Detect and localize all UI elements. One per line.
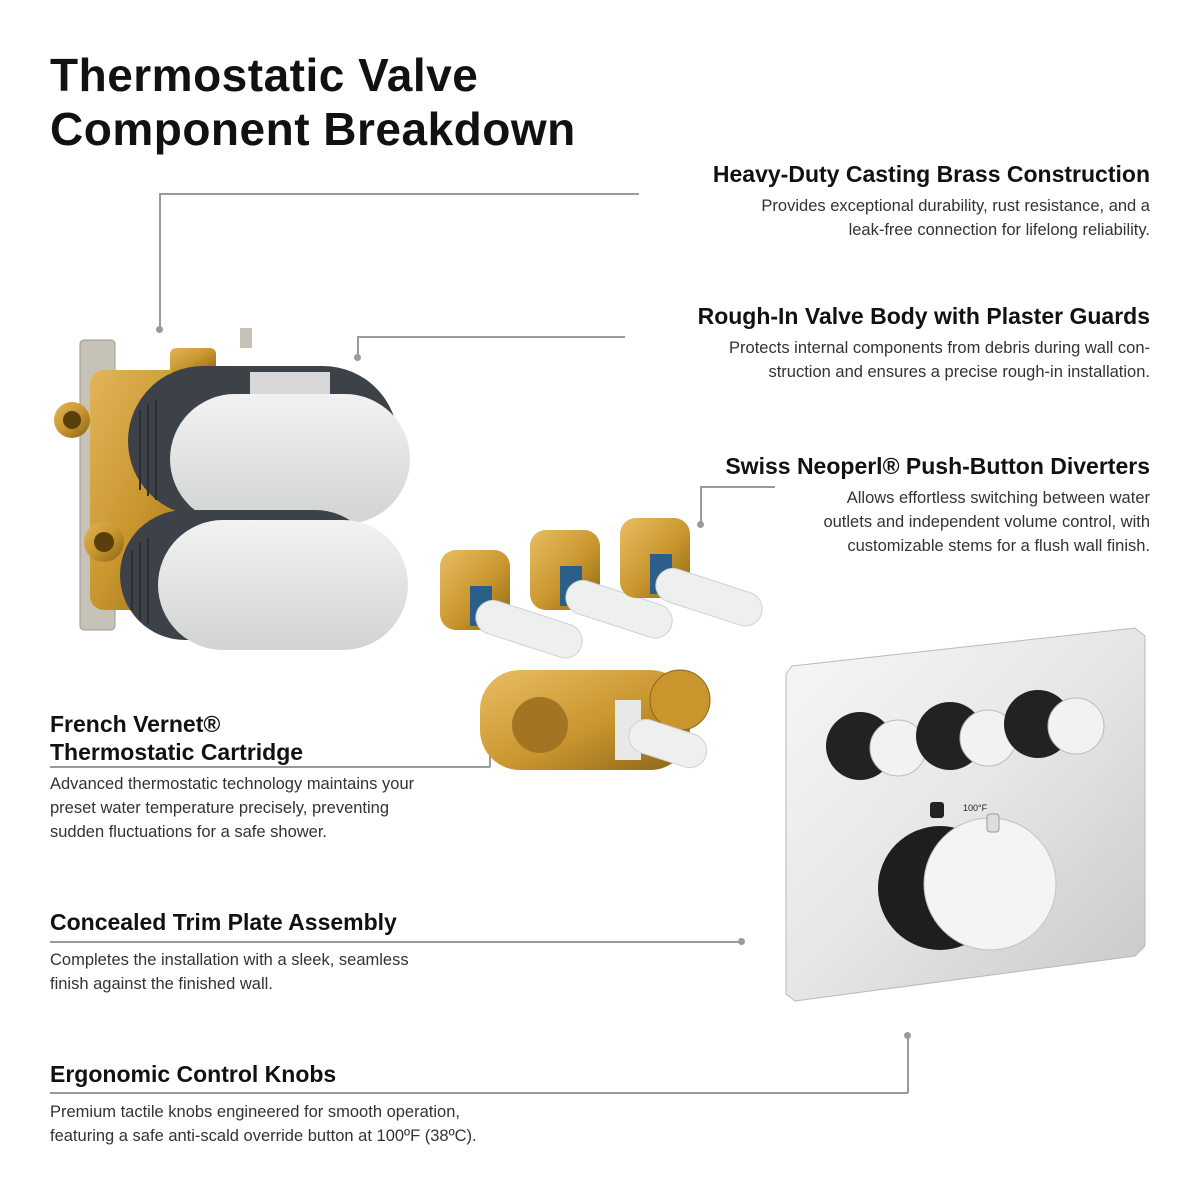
leader-line [700, 486, 775, 488]
leader-line [907, 1036, 909, 1093]
feature-description: Completes the installation with a sleek, seamless finish against the finished wall. [50, 951, 409, 993]
trim-plate-illustration [780, 626, 1160, 1006]
feature-heading: Concealed Trim Plate Assembly [50, 909, 397, 935]
feature-description: Advanced thermostatic technology maintains your preset water temperature precisely, preventing sudden fluctuations for a safe shower. [50, 775, 415, 841]
temperature-label: 100°F [963, 803, 988, 813]
rough-in-valve-illustration [40, 320, 420, 660]
leader-line [50, 941, 740, 943]
diverter-cartridges-illustration [430, 510, 800, 790]
title-line-1: Thermostatic Valve [50, 49, 479, 101]
feature-heading: French Vernet® Thermostatic Cartridge [50, 711, 304, 765]
leader-line [50, 766, 490, 768]
feature-description: Premium tactile knobs engineered for smooth operation, featuring a safe anti-scald override button at 100ºF (38ºC). [50, 1103, 477, 1145]
feature-description: Protects internal components from debris during wall con- struction and ensures a precise rough-in installation. [729, 339, 1150, 381]
title-line-2: Component Breakdown [50, 103, 576, 155]
feature-description: Provides exceptional durability, rust resistance, and a leak-free connection for lifelong reliability. [761, 197, 1150, 239]
leader-line [50, 1092, 908, 1094]
leader-line [159, 193, 639, 195]
page-title [50, 48, 576, 156]
feature-heading: Swiss Neoperl® Push-Button Diverters [725, 453, 1150, 479]
feature-heading: Heavy-Duty Casting Brass Construction [712, 161, 1150, 187]
feature-control-knobs [50, 1060, 477, 1148]
leader-dot [738, 938, 745, 945]
feature-trim-plate [50, 908, 409, 996]
leader-line [159, 193, 161, 328]
feature-heading: Ergonomic Control Knobs [50, 1061, 337, 1087]
feature-thermostatic-cartridge [50, 710, 414, 844]
leader-dot [904, 1032, 911, 1039]
feature-heading: Rough-In Valve Body with Plaster Guards [697, 303, 1150, 329]
feature-description: Allows effortless switching between water outlets and independent volume control, with customizable stems for a flush wall finish. [823, 489, 1150, 555]
feature-rough-in-body [698, 302, 1150, 384]
feature-brass-construction [713, 160, 1150, 242]
